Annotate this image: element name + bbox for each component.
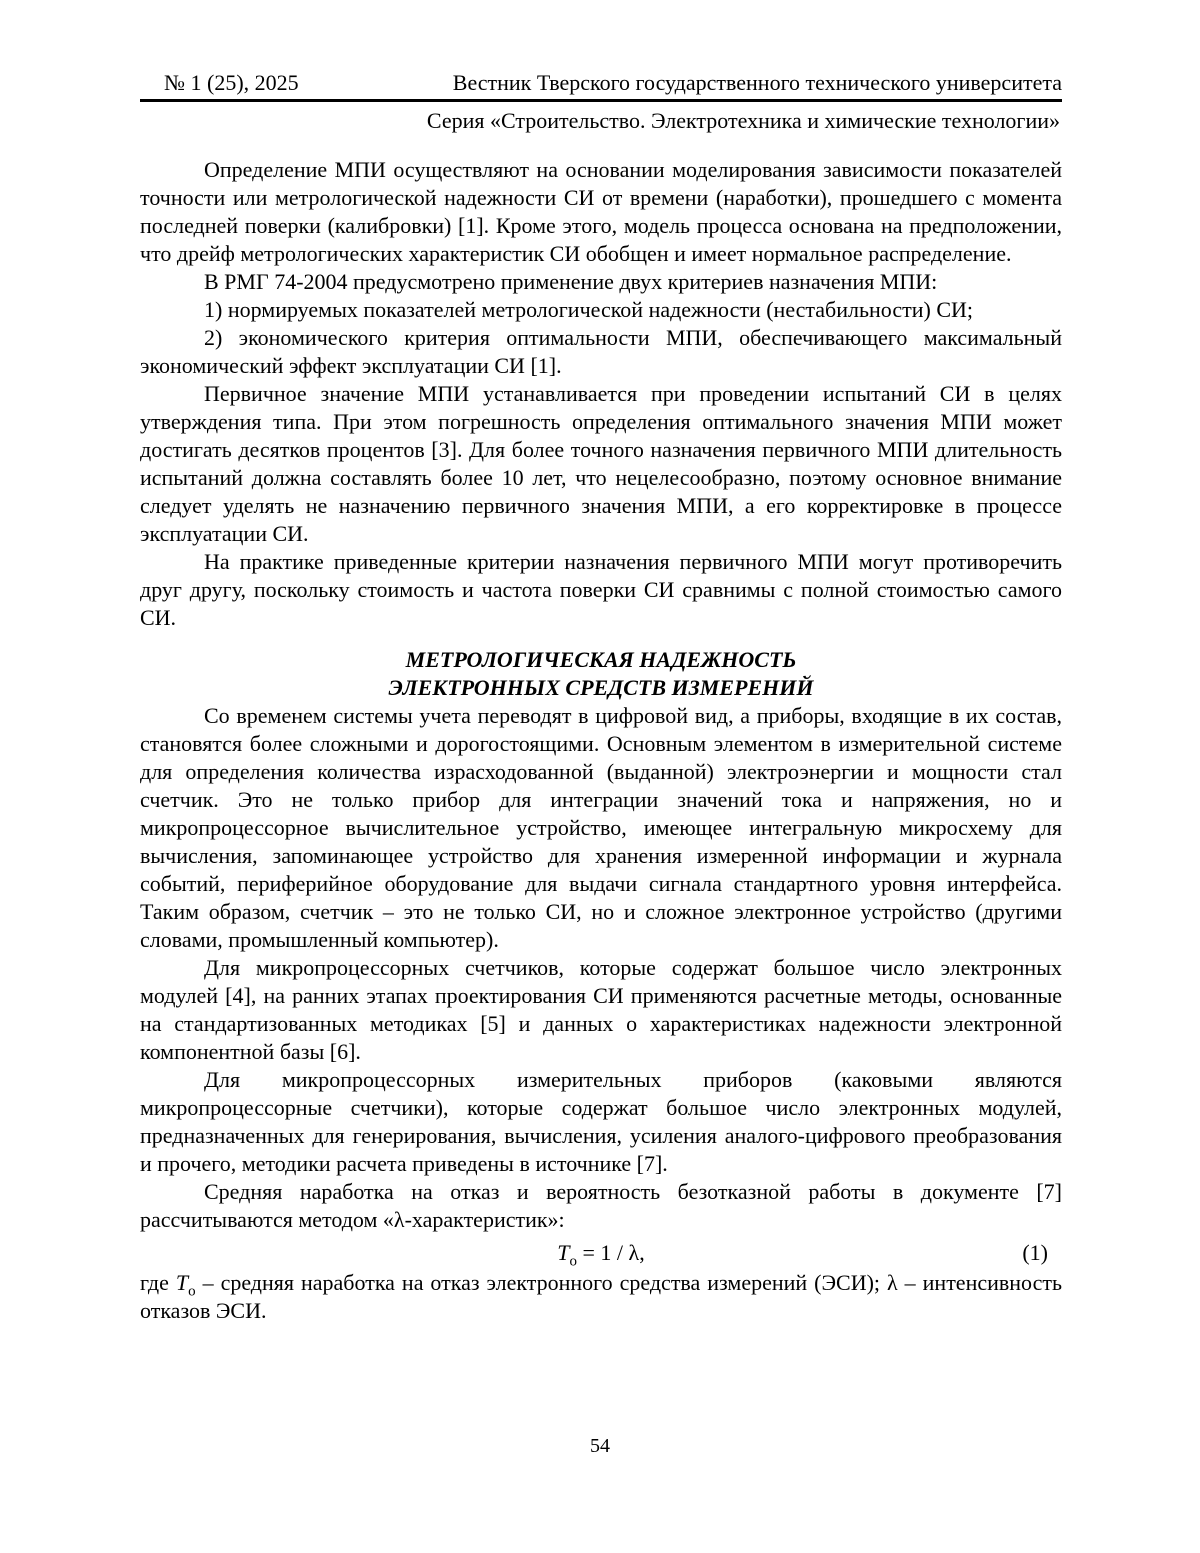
- paragraph-calculation-methods: Для микропроцессорных измерительных приборов (каковыми являются микропроцессорные счетчики), которые содержат большое число электронных модулей, предназначенных для генерирования, вычисления, усиления аналого-цифрового преобразования и прочего, методики расчета приведены в источнике [7].: [140, 1067, 1062, 1176]
- journal-title: Вестник Тверского государственного технического университета: [452, 70, 1062, 95]
- equation-number: (1): [1022, 1240, 1048, 1265]
- paragraph-mtbf: Средняя наработка на отказ и вероятность безотказной работы в документе [7] рассчитываются методом «λ-характеристик»:: [140, 1179, 1062, 1232]
- section-heading-line-1: МЕТРОЛОГИЧЕСКАЯ НАДЕЖНОСТЬ: [405, 647, 797, 672]
- section-heading: [140, 646, 1062, 702]
- header-row: [140, 70, 1062, 99]
- journal-header: [140, 70, 1062, 135]
- equation-1: [140, 1239, 1062, 1270]
- section-heading-line-2: ЭЛЕКТРОННЫХ СРЕДСТВ ИЗМЕРЕНИЙ: [388, 675, 814, 700]
- where-rest: – средняя наработка на отказ электронного средства измерений (ЭСИ); λ – интенсивность отказов ЭСИ.: [140, 1270, 1063, 1323]
- where-subscript: о: [188, 1283, 196, 1300]
- where-variable: T: [175, 1270, 189, 1295]
- formula-expression: = 1 / λ,: [577, 1240, 645, 1265]
- issue-number: № 1 (25), 2025: [164, 70, 299, 95]
- paragraph-design-methods: Для микропроцессорных счетчиков, которые содержат большое число электронных модулей [4], на ранних этапах проектирования СИ применяются расчетные методы, основанные на стандартизованных методиках [5] и данных о характеристиках надежности электронной компонентной базы [6].: [140, 955, 1062, 1064]
- formula-subscript: о: [569, 1253, 578, 1270]
- paragraph-rmg-criteria: В РМГ 74-2004 предусмотрено применение двух критериев назначения МПИ:: [204, 269, 938, 294]
- paragraph-primary-mpi: Первичное значение МПИ устанавливается при проведении испытаний СИ в целях утверждения типа. При этом погрешность определения оптимального значения МПИ может достигать десятков процентов [3]. Для более точного назначения первичного МПИ длительность испытаний должна составлять более 10 лет, что нецелесообразно, поэтому основное внимание следует уделять не назначению первичного значения МПИ, а его корректировке в процессе эксплуатации СИ.: [140, 381, 1062, 546]
- formula: [557, 1240, 645, 1270]
- paragraph-digital-meters: Со временем системы учета переводят в цифровой вид, а приборы, входящие в их состав, становятся более сложными и дорогостоящими. Основным элементом в измерительной системе для определения количества израсходованной (выданной) электроэнергии и мощности стал счетчик. Это не только прибор для интеграции значений тока и напряжения, но и микропроцессорное вычислительное устройство, имеющее интегральную микросхему для вычисления, запоминающее устройство для хранения измеренной информации и журнала событий, периферийное оборудование для выдачи сигнала стандартного уровня интерфейса. Таким образом, счетчик – это не только СИ, но и сложное электронное устройство (другими словами, промышленный компьютер).: [140, 703, 1062, 952]
- list-item-1: 1) нормируемых показателей метрологической надежности (нестабильности) СИ;: [204, 297, 974, 322]
- header-rule: [140, 99, 1062, 102]
- list-item-2: 2) экономического критерия оптимальности МПИ, обеспечивающего максимальный экономический эффект эксплуатации СИ [1].: [140, 325, 1062, 378]
- series-title: Серия «Строительство. Электротехника и химические технологии»: [426, 108, 1060, 133]
- page-number: 54: [590, 1435, 610, 1457]
- paragraph-mpi-definition: Определение МПИ осуществляют на основании моделирования зависимости показателей точности или метрологической надежности СИ от времени (наработки), прошедшего с момента последней поверки (калибровки) [1]. Кроме этого, модель процесса основана на предположении, что дрейф метрологических характеристик СИ обобщен и имеет нормальное распределение.: [140, 157, 1062, 266]
- where-prefix: где: [140, 1270, 176, 1295]
- paragraph-practice-criteria: На практике приведенные критерии назначения первичного МПИ могут противоречить друг другу, поскольку стоимость и частота поверки СИ сравнимы с полной стоимостью самого СИ.: [140, 549, 1062, 630]
- formula-variable: T: [557, 1240, 570, 1265]
- paragraph-where-legend: [140, 1269, 1062, 1325]
- page-content: [140, 70, 1062, 1325]
